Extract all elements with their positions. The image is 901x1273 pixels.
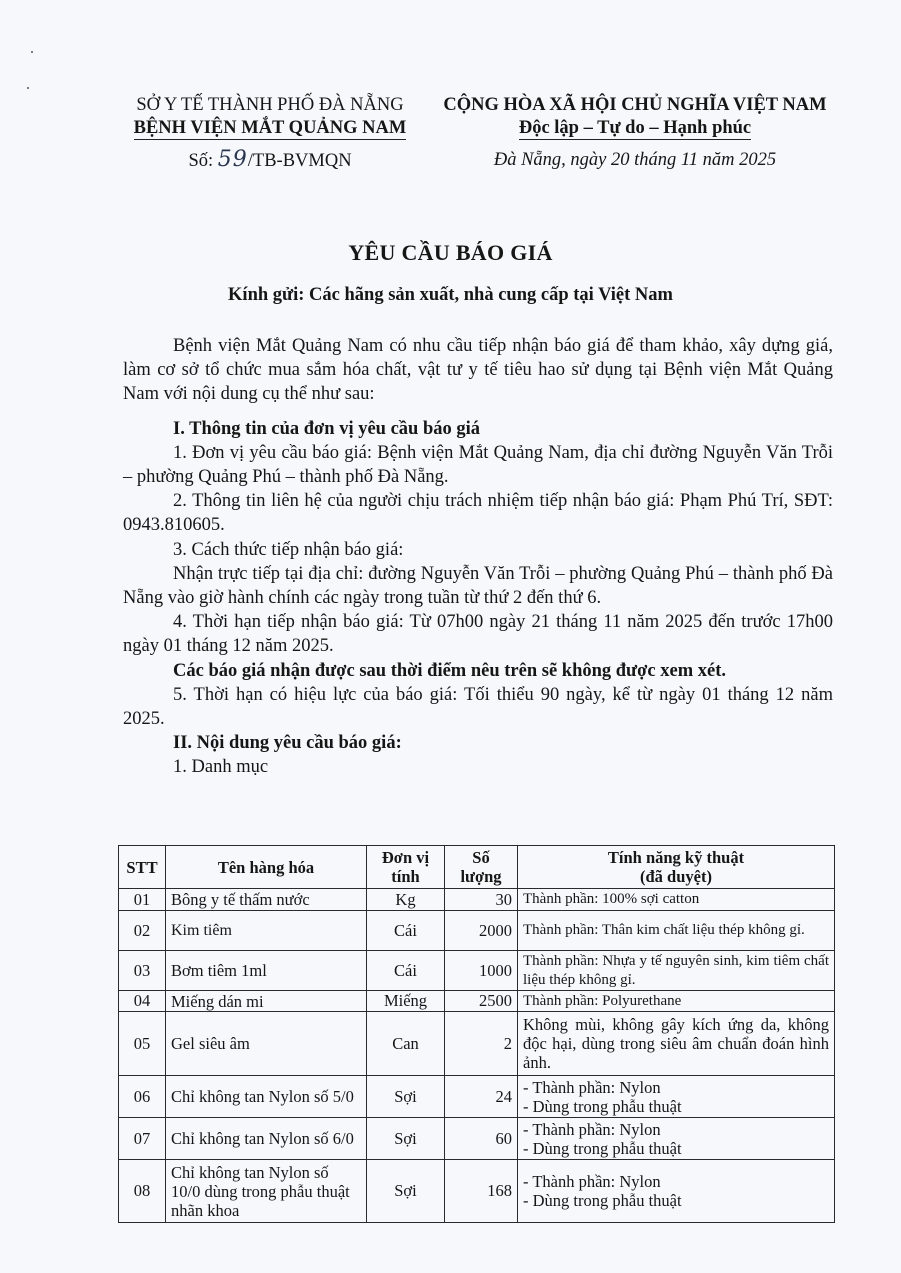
scan-speck xyxy=(31,51,33,53)
section1-item1: 1. Đơn vị yêu cầu báo giá: Bệnh viện Mắt Quảng Nam, địa chỉ đường Nguyễn Văn Trỗi – phường Quảng Phú – thành phố Đà Nẵng. xyxy=(123,442,833,488)
table-row: 07 Chỉ không tan Nylon số 6/0 Sợi 60 - Thành phần: Nylon - Dùng trong phẫu thuật xyxy=(119,1118,835,1160)
table-row: 03 Bơm tiêm 1ml Cái 1000 Thành phần: Nhựa y tế nguyên sinh, kim tiêm chất liệu thép không gỉ. xyxy=(119,951,835,991)
col-name: Tên hàng hóa xyxy=(166,846,367,889)
col-unit: Đơn vị tính xyxy=(367,846,445,889)
section2-sub1: 1. Danh mục xyxy=(173,757,269,778)
section2-heading: II. Nội dung yêu cầu báo giá: xyxy=(173,733,402,754)
section1-item5: 5. Thời hạn có hiệu lực của báo giá: Tối thiểu 90 ngày, kể từ ngày 01 tháng 12 năm 2025. xyxy=(123,684,833,730)
table-row: 04 Miếng dán mi Miếng 2500 Thành phần: Polyurethane xyxy=(119,991,835,1012)
deadline-warning: Các báo giá nhận được sau thời điểm nêu trên sẽ không được xem xét. xyxy=(173,660,726,681)
document-date: Đà Nẵng, ngày 20 tháng 11 năm 2025 xyxy=(493,150,777,170)
document-number: Số: 59/TB-BVMQN xyxy=(188,147,352,172)
section1-heading: I. Thông tin của đơn vị yêu cầu báo giá xyxy=(173,418,481,439)
issuer-name: BỆNH VIỆN MẮT QUẢNG NAM xyxy=(133,118,407,138)
section1-item3-detail: Nhận trực tiếp tại địa chỉ: đường Nguyễn Văn Trỗi – phường Quảng Phú – thành phố Đà Nẵng vào giờ hành chính các ngày trong tuần từ thứ 2 đến thứ 6. xyxy=(123,563,833,609)
table-row: 01 Bông y tế thấm nước Kg 30 Thành phần: 100% sợi catton xyxy=(119,889,835,911)
table-row: 06 Chỉ không tan Nylon số 5/0 Sợi 24 - Thành phần: Nylon - Dùng trong phẫu thuật xyxy=(119,1076,835,1118)
col-spec: Tính năng kỹ thuật (đã duyệt) xyxy=(518,846,835,889)
handwritten-number: 59 xyxy=(217,147,248,172)
table-header-row xyxy=(119,846,835,889)
issuer-parent-org: SỞ Y TẾ THÀNH PHỐ ĐÀ NẴNG xyxy=(136,95,404,115)
section1-item2: 2. Thông tin liên hệ của người chịu trách nhiệm tiếp nhận báo giá: Phạm Phú Trí, SĐT: 0943.810605. xyxy=(123,491,833,536)
issuer-header xyxy=(120,94,420,173)
national-motto: Độc lập – Tự do – Hạnh phúc xyxy=(518,118,752,138)
document-title: YÊU CẦU BÁO GIÁ xyxy=(348,240,553,265)
recipient-line: Kính gửi: Các hãng sản xuất, nhà cung cấp tại Việt Nam xyxy=(228,285,673,305)
document-body xyxy=(123,334,833,780)
section1-item3: 3. Cách thức tiếp nhận báo giá: xyxy=(173,539,404,560)
section1-item4: 4. Thời hạn tiếp nhận báo giá: Từ 07h00 ngày 21 tháng 11 năm 2025 đến trước 17h00 ngày 01 tháng 12 năm 2025. xyxy=(123,612,833,657)
col-qty: Số lượng xyxy=(445,846,518,889)
national-name: CỘNG HÒA XÃ HỘI CHỦ NGHĨA VIỆT NAM xyxy=(443,95,827,115)
intro-paragraph: Bệnh viện Mắt Quảng Nam có nhu cầu tiếp nhận báo giá để tham khảo, xây dựng giá, làm cơ sở tổ chức mua sắm hóa chất, vật tư y tế tiêu hao sử dụng tại Bệnh viện Mắt Quảng Nam với nội dung cụ thể như sau: xyxy=(123,336,833,405)
national-header xyxy=(425,94,845,172)
scan-speck xyxy=(27,87,29,89)
table-row: 08 Chỉ không tan Nylon số 10/0 dùng trong phẫu thuật nhãn khoa Sợi 168 - Thành phần: Nylon - Dùng trong phẫu thuật xyxy=(119,1160,835,1223)
table-row: 05 Gel siêu âm Can 2 Không mùi, không gây kích ứng da, không độc hại, dùng trong siêu âm chuẩn đoán hình ảnh. xyxy=(119,1012,835,1076)
items-table xyxy=(118,845,835,1223)
col-stt: STT xyxy=(119,846,166,889)
table-row: 02 Kim tiêm Cái 2000 Thành phần: Thân kim chất liệu thép không gỉ. xyxy=(119,911,835,951)
